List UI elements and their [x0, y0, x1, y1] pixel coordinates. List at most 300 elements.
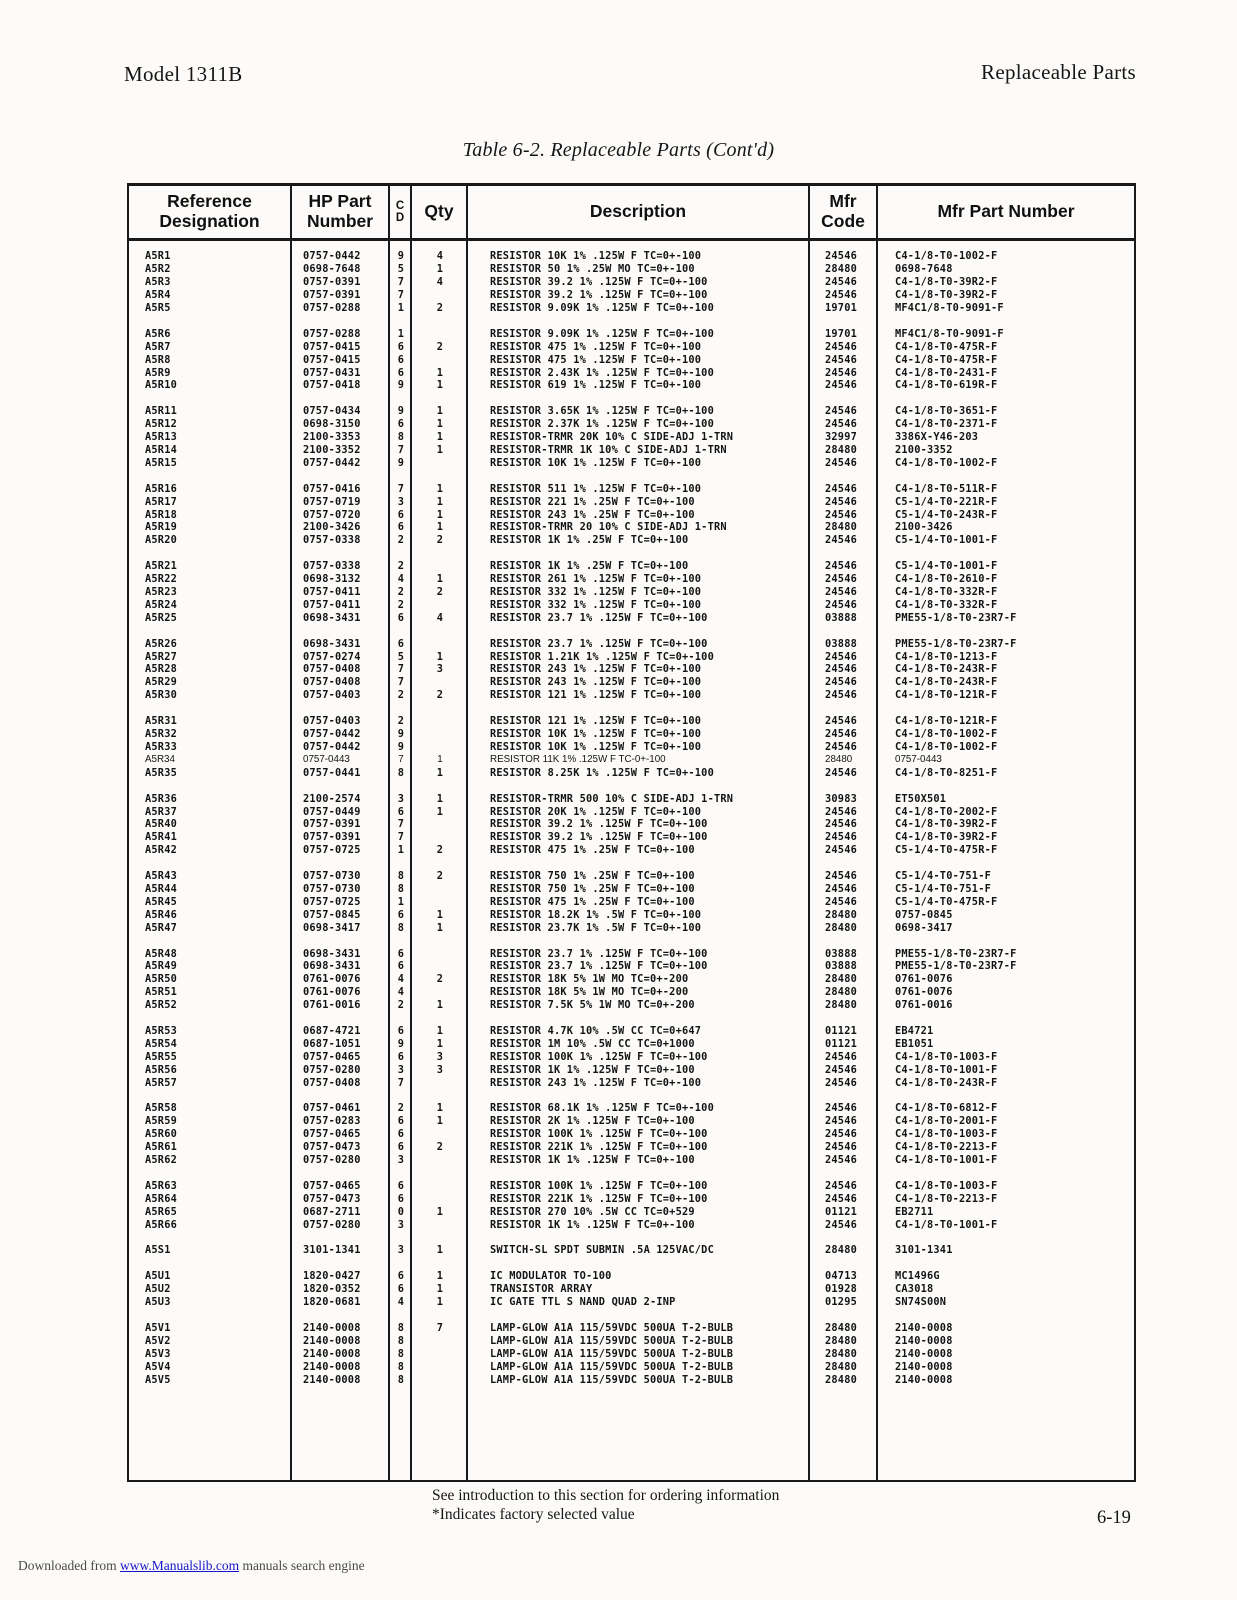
- qty-cell: 3: [436, 663, 444, 676]
- hp-part-number-cell: 0761-0016: [303, 999, 361, 1012]
- mfr-part-number-cell: C4-1/8-T0-39R2-F: [895, 831, 998, 844]
- table-row: [129, 753, 1134, 766]
- check-digit-cell: 6: [397, 1024, 405, 1037]
- ref-designation-cell: A5R9: [145, 366, 171, 379]
- hp-part-number-cell: 0687-4721: [303, 1024, 361, 1037]
- ref-designation-cell: A5R44: [145, 882, 177, 895]
- description-cell: LAMP-GLOW A1A 115/59VDC 500UA T-2-BULB: [490, 1347, 734, 1360]
- part-group: [129, 870, 1134, 934]
- mfr-code-cell: 24546: [825, 1102, 857, 1115]
- check-digit-cell: 6: [397, 637, 405, 650]
- description-cell: RESISTOR 10K 1% .125W F TC=0+-100: [490, 728, 702, 741]
- check-digit-cell: 7: [397, 1076, 405, 1089]
- table-row: [129, 327, 1134, 340]
- check-digit-cell: 1: [397, 327, 405, 340]
- mfr-part-number-cell: EB2711: [895, 1205, 934, 1218]
- watermark: [18, 1558, 365, 1574]
- ref-designation-cell: A5R34: [145, 754, 175, 766]
- qty-cell: 3: [436, 1063, 444, 1076]
- mfr-code-cell: 24546: [825, 1115, 857, 1128]
- hp-part-number-cell: 0757-0280: [303, 1153, 361, 1166]
- description-cell: RESISTOR 39.2 1% .125W F TC=0+-100: [490, 276, 708, 289]
- mfr-part-number-cell: 2100-3352: [895, 444, 953, 457]
- ref-designation-cell: A5R11: [145, 405, 177, 418]
- mfr-part-number-cell: C4-1/8-T0-1003-F: [895, 1050, 998, 1063]
- check-digit-cell: 7: [397, 444, 405, 457]
- table-row: [129, 1063, 1134, 1076]
- col-header-reference-designation-line: Reference: [167, 191, 252, 212]
- mfr-part-number-cell: C5-1/4-T0-475R-F: [895, 895, 998, 908]
- mfr-part-number-cell: C4-1/8-T0-6812-F: [895, 1102, 998, 1115]
- mfr-part-number-cell: C4-1/8-T0-121R-F: [895, 715, 998, 728]
- check-digit-cell: 8: [397, 882, 405, 895]
- hp-part-number-cell: 0757-0338: [303, 560, 361, 573]
- ref-designation-cell: A5R12: [145, 418, 177, 431]
- mfr-part-number-cell: C5-1/4-T0-475R-F: [895, 844, 998, 857]
- qty-cell: 4: [436, 250, 444, 263]
- mfr-code-cell: 28480: [825, 1347, 857, 1360]
- mfr-part-number-cell: C4-1/8-T0-8251-F: [895, 766, 998, 779]
- mfr-part-number-cell: PME55-1/8-T0-23R7-F: [895, 611, 1017, 624]
- ref-designation-cell: A5U1: [145, 1270, 171, 1283]
- description-cell: RESISTOR 511 1% .125W F TC=0+-100: [490, 482, 702, 495]
- check-digit-cell: 6: [397, 908, 405, 921]
- mfr-code-cell: 24546: [825, 1179, 857, 1192]
- check-digit-cell: 9: [397, 740, 405, 753]
- hp-part-number-cell: 0757-0441: [303, 766, 361, 779]
- check-digit-cell: 6: [397, 1050, 405, 1063]
- table-row: [129, 1192, 1134, 1205]
- table-row: [129, 1322, 1134, 1335]
- col-header-mfr-code: [810, 186, 878, 238]
- description-cell: RESISTOR 1K 1% .25W F TC=0+-100: [490, 534, 689, 547]
- col-header-mfr-code-line: Mfr: [829, 191, 857, 212]
- mfr-code-cell: 24546: [825, 805, 857, 818]
- table-row: [129, 792, 1134, 805]
- hp-part-number-cell: 2140-0008: [303, 1347, 361, 1360]
- hp-part-number-cell: 0757-0725: [303, 895, 361, 908]
- qty-cell: 1: [436, 573, 444, 586]
- mfr-code-cell: 24546: [825, 276, 857, 289]
- part-group: [129, 715, 1134, 779]
- col-header-reference-designation: [129, 186, 292, 238]
- qty-cell: 1: [436, 495, 444, 508]
- ref-designation-cell: A5R45: [145, 895, 177, 908]
- hp-part-number-cell: 2140-0008: [303, 1360, 361, 1373]
- mfr-part-number-cell: C4-1/8-T0-243R-F: [895, 1076, 998, 1089]
- mfr-part-number-cell: C4-1/8-T0-2002-F: [895, 805, 998, 818]
- mfr-part-number-cell: C5-1/4-T0-221R-F: [895, 495, 998, 508]
- check-digit-cell: 3: [397, 1218, 405, 1231]
- hp-part-number-cell: 0687-2711: [303, 1205, 361, 1218]
- hp-part-number-cell: 1820-0352: [303, 1283, 361, 1296]
- watermark-suffix: manuals search engine: [239, 1558, 365, 1573]
- mfr-code-cell: 24546: [825, 882, 857, 895]
- mfr-code-cell: 24546: [825, 340, 857, 353]
- mfr-part-number-cell: C4-1/8-T0-1001-F: [895, 1153, 998, 1166]
- mfr-part-number-cell: 3101-1341: [895, 1244, 953, 1257]
- table-row: [129, 883, 1134, 896]
- ref-designation-cell: A5R1: [145, 250, 171, 263]
- check-digit-cell: 4: [397, 986, 405, 999]
- ref-designation-cell: A5R61: [145, 1141, 177, 1154]
- qty-cell: 1: [436, 766, 444, 779]
- ref-designation-cell: A5S1: [145, 1244, 171, 1257]
- part-group: [129, 947, 1134, 1011]
- hp-part-number-cell: 0761-0076: [303, 973, 361, 986]
- hp-part-number-cell: 0757-0719: [303, 495, 361, 508]
- qty-cell: 1: [436, 418, 444, 431]
- table-row: [129, 715, 1134, 728]
- mfr-part-number-cell: 2100-3426: [895, 521, 953, 534]
- mfr-part-number-cell: 2140-0008: [895, 1373, 953, 1386]
- check-digit-cell: 6: [397, 1141, 405, 1154]
- check-digit-cell: 8: [397, 1334, 405, 1347]
- mfr-part-number-cell: C4-1/8-T0-1002-F: [895, 728, 998, 741]
- qty-cell: 1: [436, 1296, 444, 1309]
- ref-designation-cell: A5U2: [145, 1283, 171, 1296]
- mfr-code-cell: 28480: [825, 1244, 857, 1257]
- qty-cell: 1: [436, 1283, 444, 1296]
- qty-cell: 1: [436, 482, 444, 495]
- qty-cell: 1: [436, 650, 444, 663]
- qty-cell: 1: [436, 405, 444, 418]
- mfr-part-number-cell: C4-1/8-T0-475R-F: [895, 340, 998, 353]
- hp-part-number-cell: 0757-0288: [303, 327, 361, 340]
- mfr-part-number-cell: C4-1/8-T0-1002-F: [895, 456, 998, 469]
- check-digit-cell: 6: [397, 1115, 405, 1128]
- mfr-code-cell: 32997: [825, 431, 857, 444]
- mfr-code-cell: 24546: [825, 715, 857, 728]
- table-row: [129, 947, 1134, 960]
- check-digit-cell: 3: [397, 495, 405, 508]
- hp-part-number-cell: 0757-0473: [303, 1192, 361, 1205]
- mfr-part-number-cell: ET50X501: [895, 792, 947, 805]
- ref-designation-cell: A5R13: [145, 431, 177, 444]
- ref-designation-cell: A5R19: [145, 521, 177, 534]
- mfr-code-cell: 24546: [825, 405, 857, 418]
- check-digit-cell: 3: [397, 1153, 405, 1166]
- hp-part-number-cell: 0757-0845: [303, 908, 361, 921]
- mfr-part-number-cell: C4-1/8-T0-2001-F: [895, 1115, 998, 1128]
- description-cell: RESISTOR 23.7 1% .125W F TC=0+-100: [490, 960, 708, 973]
- ref-designation-cell: A5R53: [145, 1024, 177, 1037]
- ref-designation-cell: A5R63: [145, 1179, 177, 1192]
- ref-designation-cell: A5R55: [145, 1050, 177, 1063]
- qty-cell: 1: [436, 1024, 444, 1037]
- description-cell: RESISTOR 10K 1% .125W F TC=0+-100: [490, 250, 702, 263]
- check-digit-cell: 6: [397, 366, 405, 379]
- column-divider: [290, 241, 292, 1480]
- hp-part-number-cell: 0761-0076: [303, 986, 361, 999]
- description-cell: RESISTOR 332 1% .125W F TC=0+-100: [490, 598, 702, 611]
- mfr-code-cell: 24546: [825, 1076, 857, 1089]
- ref-designation-cell: A5R15: [145, 456, 177, 469]
- table-row: [129, 431, 1134, 444]
- hp-part-number-cell: 0757-0730: [303, 882, 361, 895]
- hp-part-number-cell: 0757-0411: [303, 598, 361, 611]
- check-digit-cell: 6: [397, 611, 405, 624]
- description-cell: RESISTOR 1K 1% .125W F TC=0+-100: [490, 1063, 695, 1076]
- col-header-qty-line: Qty: [424, 201, 454, 222]
- description-cell: RESISTOR 39.2 1% .125W F TC=0+-100: [490, 831, 708, 844]
- table-row: [129, 1270, 1134, 1283]
- mfr-part-number-cell: MF4C1/8-T0-9091-F: [895, 327, 1004, 340]
- ref-designation-cell: A5V2: [145, 1334, 171, 1347]
- table-row: [129, 844, 1134, 857]
- mfr-code-cell: 24546: [825, 831, 857, 844]
- table-row: [129, 444, 1134, 457]
- mfr-code-cell: 24546: [825, 1141, 857, 1154]
- table-row: [129, 986, 1134, 999]
- description-cell: RESISTOR 10K 1% .125W F TC=0+-100: [490, 740, 702, 753]
- mfr-code-cell: 24546: [825, 870, 857, 883]
- part-group: [129, 250, 1134, 314]
- column-divider: [410, 241, 412, 1480]
- hp-part-number-cell: 0757-0418: [303, 379, 361, 392]
- table-row: [129, 456, 1134, 469]
- mfr-part-number-cell: 0761-0076: [895, 973, 953, 986]
- ref-designation-cell: A5R62: [145, 1153, 177, 1166]
- mfr-part-number-cell: C5-1/4-T0-1001-F: [895, 560, 998, 573]
- mfr-code-cell: 24546: [825, 1128, 857, 1141]
- table-row: [129, 1205, 1134, 1218]
- table-row: [129, 728, 1134, 741]
- mfr-code-cell: 28480: [825, 908, 857, 921]
- table-row: [129, 302, 1134, 315]
- qty-cell: 1: [436, 379, 444, 392]
- qty-cell: 1: [436, 908, 444, 921]
- description-cell: IC GATE TTL S NAND QUAD 2-INP: [490, 1296, 676, 1309]
- mfr-part-number-cell: C4-1/8-T0-243R-F: [895, 663, 998, 676]
- hp-part-number-cell: 0757-0338: [303, 534, 361, 547]
- mfr-part-number-cell: C4-1/8-T0-1213-F: [895, 650, 998, 663]
- check-digit-cell: 8: [397, 766, 405, 779]
- description-cell: RESISTOR 475 1% .125W F TC=0+-100: [490, 353, 702, 366]
- part-group: [129, 327, 1134, 391]
- mfr-code-cell: 01121: [825, 1205, 857, 1218]
- ref-designation-cell: A5R58: [145, 1102, 177, 1115]
- part-group: [129, 482, 1134, 546]
- hp-part-number-cell: 0698-3417: [303, 921, 361, 934]
- mfr-code-cell: 24546: [825, 560, 857, 573]
- table-row: [129, 418, 1134, 431]
- check-digit-cell: 6: [397, 418, 405, 431]
- hp-part-number-cell: 2100-2574: [303, 792, 361, 805]
- description-cell: RESISTOR-TRMR 500 10% C SIDE-ADJ 1-TRN: [490, 792, 734, 805]
- table-header-row: [129, 186, 1134, 241]
- col-header-mfr-code-line: Code: [821, 211, 865, 231]
- mfr-part-number-cell: C4-1/8-T0-511R-F: [895, 482, 998, 495]
- mfr-part-number-cell: C4-1/8-T0-2371-F: [895, 418, 998, 431]
- hp-part-number-cell: 0757-0473: [303, 1141, 361, 1154]
- mfr-part-number-cell: PME55-1/8-T0-23R7-F: [895, 960, 1017, 973]
- mfr-part-number-cell: 3386X-Y46-203: [895, 431, 979, 444]
- column-divider: [388, 241, 390, 1480]
- qty-cell: 1: [436, 263, 444, 276]
- table-row: [129, 611, 1134, 624]
- table-body: [129, 241, 1134, 1480]
- mfr-code-cell: 28480: [825, 1373, 857, 1386]
- mfr-code-cell: 28480: [825, 754, 853, 766]
- mfr-code-cell: 24546: [825, 1218, 857, 1231]
- mfr-part-number-cell: C4-1/8-T0-1002-F: [895, 740, 998, 753]
- table-row: [129, 495, 1134, 508]
- check-digit-cell: 6: [397, 1270, 405, 1283]
- mfr-part-number-cell: C4-1/8-T0-2431-F: [895, 366, 998, 379]
- check-digit-cell: 6: [397, 947, 405, 960]
- ref-designation-cell: A5R16: [145, 482, 177, 495]
- qty-cell: 7: [436, 1322, 444, 1334]
- mfr-code-cell: 24546: [825, 250, 857, 263]
- part-group: [129, 792, 1134, 856]
- ordering-info-note: See introduction to this section for ordering information: [432, 1487, 780, 1504]
- hp-part-number-cell: 0757-0442: [303, 728, 361, 741]
- qty-cell: 1: [436, 366, 444, 379]
- check-digit-cell: 6: [397, 1179, 405, 1192]
- hp-part-number-cell: 0757-0408: [303, 1076, 361, 1089]
- check-digit-cell: 6: [397, 805, 405, 818]
- table-row: [129, 1102, 1134, 1115]
- mfr-code-cell: 24546: [825, 1153, 857, 1166]
- watermark-prefix: Downloaded from: [18, 1558, 120, 1573]
- mfr-code-cell: 24546: [825, 740, 857, 753]
- mfr-code-cell: 24546: [825, 418, 857, 431]
- table-row: [129, 482, 1134, 495]
- ref-designation-cell: A5R65: [145, 1205, 177, 1218]
- hp-part-number-cell: 0757-0442: [303, 456, 361, 469]
- qty-cell: 1: [436, 1270, 444, 1283]
- manualslib-link[interactable]: www.Manualslib.com: [119, 1558, 240, 1573]
- hp-part-number-cell: 0757-0391: [303, 818, 361, 831]
- part-group: [129, 1179, 1134, 1231]
- part-group: [129, 405, 1134, 469]
- col-header-mfr-part-number: [878, 186, 1134, 238]
- ref-designation-cell: A5R31: [145, 715, 177, 728]
- ref-designation-cell: A5R23: [145, 586, 177, 599]
- check-digit-cell: 9: [397, 250, 405, 263]
- mfr-part-number-cell: 0761-0016: [895, 999, 953, 1012]
- hp-part-number-cell: 2100-3426: [303, 521, 361, 534]
- ref-designation-cell: A5R57: [145, 1076, 177, 1089]
- ref-designation-cell: A5R33: [145, 740, 177, 753]
- description-cell: RESISTOR 18K 5% 1W MO TC=0+-200: [490, 986, 689, 999]
- description-cell: RESISTOR 100K 1% .125W F TC=0+-100: [490, 1050, 708, 1063]
- table-row: [129, 663, 1134, 676]
- check-digit-cell: 2: [397, 534, 405, 547]
- description-cell: RESISTOR 243 1% .125W F TC=0+-100: [490, 663, 702, 676]
- qty-cell: 1: [436, 1115, 444, 1128]
- qty-cell: 2: [436, 340, 444, 353]
- ref-designation-cell: A5R30: [145, 689, 177, 702]
- col-header-description: [468, 186, 810, 238]
- mfr-part-number-cell: C4-1/8-T0-3651-F: [895, 405, 998, 418]
- mfr-code-cell: 03888: [825, 960, 857, 973]
- qty-cell: 3: [436, 1050, 444, 1063]
- qty-cell: 4: [436, 276, 444, 289]
- qty-cell: 1: [436, 921, 444, 934]
- ref-designation-cell: A5R18: [145, 508, 177, 521]
- mfr-code-cell: 28480: [825, 1360, 857, 1373]
- mfr-code-cell: 24546: [825, 456, 857, 469]
- mfr-code-cell: 28480: [825, 1334, 857, 1347]
- check-digit-cell: 7: [397, 482, 405, 495]
- ref-designation-cell: A5R56: [145, 1063, 177, 1076]
- ref-designation-cell: A5R47: [145, 921, 177, 934]
- col-header-check-digit-line: D: [395, 212, 405, 224]
- description-cell: RESISTOR 1.21K 1% .125W F TC=0+-100: [490, 650, 714, 663]
- mfr-code-cell: 01928: [825, 1283, 857, 1296]
- hp-part-number-cell: 0698-3431: [303, 611, 361, 624]
- hp-part-number-cell: 0757-0415: [303, 340, 361, 353]
- check-digit-cell: 4: [397, 973, 405, 986]
- description-cell: LAMP-GLOW A1A 115/59VDC 500UA T-2-BULB: [490, 1373, 734, 1386]
- ref-designation-cell: A5U3: [145, 1296, 171, 1309]
- check-digit-cell: 2: [397, 1102, 405, 1115]
- description-cell: RESISTOR 243 1% .125W F TC=0+-100: [490, 1076, 702, 1089]
- table-row: [129, 379, 1134, 392]
- mfr-part-number-cell: C4-1/8-T0-1002-F: [895, 250, 998, 263]
- ref-designation-cell: A5R6: [145, 327, 171, 340]
- ref-designation-cell: A5R32: [145, 728, 177, 741]
- description-cell: RESISTOR 23.7 1% .125W F TC=0+-100: [490, 947, 708, 960]
- mfr-part-number-cell: EB1051: [895, 1037, 934, 1050]
- hp-part-number-cell: 0687-1051: [303, 1037, 361, 1050]
- mfr-code-cell: 01121: [825, 1024, 857, 1037]
- mfr-part-number-cell: CA3018: [895, 1283, 934, 1296]
- ref-designation-cell: A5R20: [145, 534, 177, 547]
- mfr-part-number-cell: C4-1/8-T0-1001-F: [895, 1063, 998, 1076]
- mfr-part-number-cell: C4-1/8-T0-39R2-F: [895, 818, 998, 831]
- hp-part-number-cell: 2100-3352: [303, 444, 361, 457]
- mfr-code-cell: 24546: [825, 366, 857, 379]
- ref-designation-cell: A5V4: [145, 1360, 171, 1373]
- hp-part-number-cell: 3101-1341: [303, 1244, 361, 1257]
- description-cell: RESISTOR 243 1% .25W F TC=0+-100: [490, 508, 695, 521]
- column-divider: [876, 241, 878, 1480]
- mfr-code-cell: 24546: [825, 379, 857, 392]
- hp-part-number-cell: 2140-0008: [303, 1322, 361, 1334]
- hp-part-number-cell: 2100-3353: [303, 431, 361, 444]
- description-cell: RESISTOR 1K 1% .125W F TC=0+-100: [490, 1218, 695, 1231]
- check-digit-cell: 9: [397, 456, 405, 469]
- description-cell: RESISTOR 68.1K 1% .125W F TC=0+-100: [490, 1102, 714, 1115]
- mfr-part-number-cell: C4-1/8-T0-243R-F: [895, 676, 998, 689]
- table-row: [129, 973, 1134, 986]
- check-digit-cell: 2: [397, 689, 405, 702]
- ref-designation-cell: A5R48: [145, 947, 177, 960]
- mfr-code-cell: 03888: [825, 611, 857, 624]
- description-cell: RESISTOR 20K 1% .125W F TC=0+-100: [490, 805, 702, 818]
- hp-part-number-cell: 0698-3132: [303, 573, 361, 586]
- part-group: [129, 1025, 1134, 1089]
- description-cell: RESISTOR 18K 5% 1W MO TC=0+-200: [490, 973, 689, 986]
- hp-part-number-cell: 0757-0431: [303, 366, 361, 379]
- table-row: [129, 870, 1134, 883]
- table-row: [129, 560, 1134, 573]
- description-cell: RESISTOR 39.2 1% .125W F TC=0+-100: [490, 289, 708, 302]
- mfr-code-cell: 28480: [825, 973, 857, 986]
- ref-designation-cell: A5R36: [145, 792, 177, 805]
- check-digit-cell: 6: [397, 1192, 405, 1205]
- ref-designation-cell: A5R51: [145, 986, 177, 999]
- mfr-code-cell: 28480: [825, 521, 857, 534]
- description-cell: RESISTOR 2K 1% .125W F TC=0+-100: [490, 1115, 695, 1128]
- description-cell: RESISTOR 10K 1% .125W F TC=0+-100: [490, 456, 702, 469]
- mfr-code-cell: 01295: [825, 1296, 857, 1309]
- mfr-code-cell: 24546: [825, 650, 857, 663]
- hp-part-number-cell: 0757-0391: [303, 831, 361, 844]
